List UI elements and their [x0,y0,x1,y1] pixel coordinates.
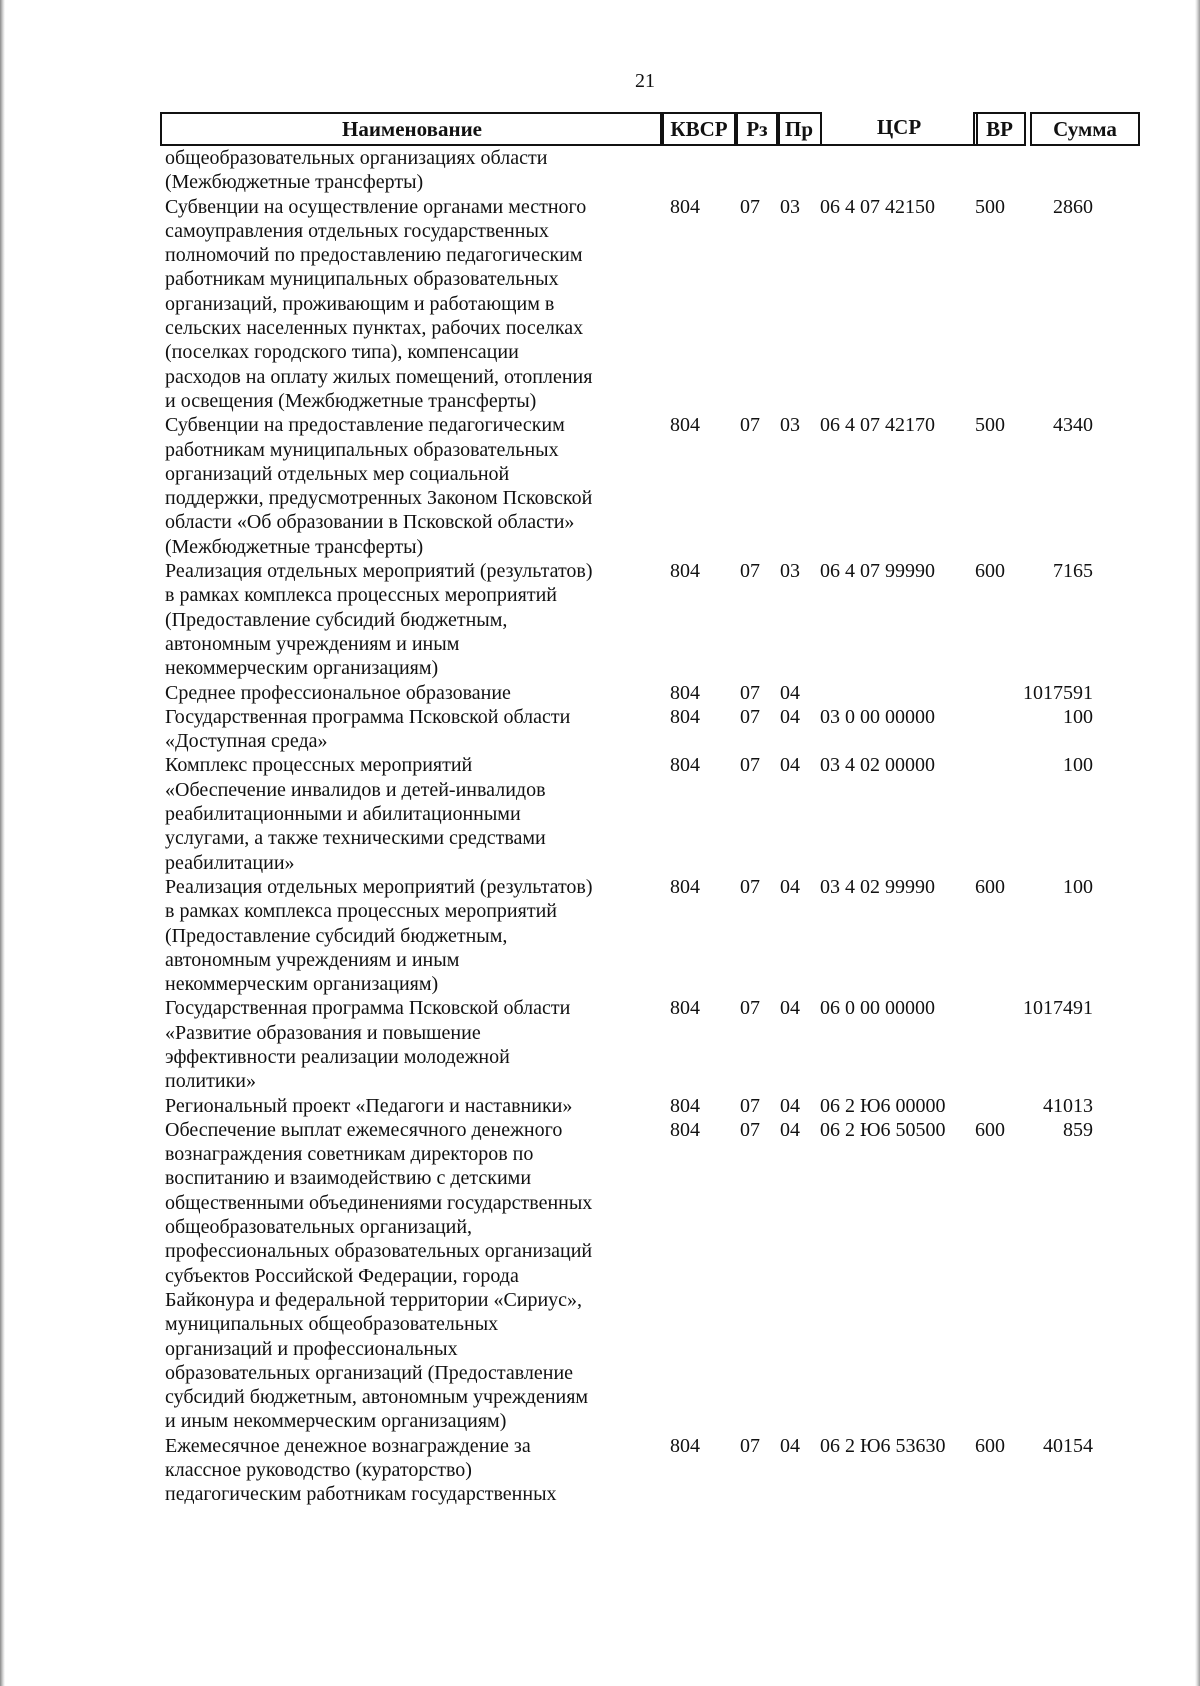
row-pr: 04 [780,997,800,1020]
header-tsr: ЦСР [820,112,978,146]
row-rz: 07 [740,754,760,777]
scan-edge-left [0,0,5,1686]
row-pr: 03 [780,195,800,218]
table-row [165,996,1135,1093]
row-kvsr: 804 [670,1118,700,1141]
row-sum: 41013 [1043,1094,1093,1117]
table-header [160,112,1140,148]
row-name: Субвенции на предоставление педагогическим работникам муниципальных образовательных организаций отдельных мер социальной поддержки, предусмотренных Законом Псковской области «Об образовании в Псковской области» (Межбюджетные трансферты) [165,414,593,558]
row-pr: 04 [780,705,800,728]
row-rz: 07 [740,1094,760,1117]
row-name: Реализация отдельных мероприятий (результатов) в рамках комплекса процессных мероприятий (Предоставление субсидий бюджетным, автономным учреждениям и иным некоммерческим организациям) [165,875,593,996]
row-kvsr: 804 [670,1094,700,1117]
scan-edge-right [1195,0,1200,1686]
header-vr: ВР [973,112,1026,146]
row-pr: 04 [780,1094,800,1117]
row-kvsr: 804 [670,705,700,728]
row-tsr: 06 2 Ю6 50500 [820,1118,946,1141]
row-sum: 1017491 [1023,997,1093,1020]
table-body [165,146,1135,1507]
table-row [165,559,1135,680]
row-rz: 07 [740,681,760,704]
row-kvsr: 804 [670,414,700,437]
table-row [165,681,1135,705]
row-pr: 03 [780,560,800,583]
row-sum: 2860 [1053,195,1093,218]
row-name: Субвенции на осуществление органами местного самоуправления отдельных государственных полномочий по предоставлению педагогическим работникам муниципальных образовательных организаций, проживающим и работающим в сельских населенных пунктах, рабочих поселках (поселках городского типа), компенсации расходов на оплату жилых помещений, отопления и освещения (Межбюджетные трансферты) [165,195,593,412]
row-sum: 100 [1063,754,1093,777]
row-name: Среднее профессиональное образование [165,681,511,704]
row-kvsr: 804 [670,997,700,1020]
row-sum: 40154 [1043,1434,1093,1457]
row-tsr: 03 4 02 00000 [820,754,935,777]
row-tsr: 03 0 00 00000 [820,705,935,728]
row-vr: 500 [975,195,1005,218]
row-tsr: 06 4 07 42150 [820,195,935,218]
header-pr: Пр [776,112,822,146]
table-row [165,1118,1135,1434]
row-name: Региональный проект «Педагоги и наставники» [165,1094,573,1117]
row-sum: 100 [1063,875,1093,898]
row-tsr: 06 0 00 00000 [820,997,935,1020]
table-row [165,413,1135,559]
row-vr: 600 [975,1434,1005,1457]
row-kvsr: 804 [670,754,700,777]
row-tsr: 06 2 Ю6 53630 [820,1434,946,1457]
row-name: Комплекс процессных мероприятий «Обеспечение инвалидов и детей-инвалидов реабилитационными и абилитационными услугами, а также техническими средствами реабилитации» [165,754,546,874]
row-kvsr: 804 [670,681,700,704]
row-rz: 07 [740,705,760,728]
row-vr: 600 [975,875,1005,898]
row-name: общеобразовательных организациях области (Межбюджетные трансферты) [165,147,548,194]
row-rz: 07 [740,1118,760,1141]
header-name: Наименование [160,112,664,146]
table-row [165,875,1135,996]
table-row [165,146,1135,195]
row-name: Ежемесячное денежное вознаграждение за классное руководство (кураторство) педагогическим работникам государственных [165,1434,557,1506]
row-sum: 4340 [1053,414,1093,437]
row-name: Государственная программа Псковской области «Доступная среда» [165,705,571,753]
row-rz: 07 [740,997,760,1020]
row-vr: 600 [975,1118,1005,1141]
row-vr: 500 [975,414,1005,437]
table-row [165,1434,1135,1507]
row-rz: 07 [740,414,760,437]
row-sum: 859 [1063,1118,1093,1141]
row-tsr: 06 4 07 99990 [820,560,935,583]
row-name: Обеспечение выплат ежемесячного денежного вознаграждения советникам директоров по воспитанию и взаимодействию с детскими общественными объединениями государственных общеобразовательных организаций, профессиональных образовательных организаций субъектов Российской Федерации, города Байконура и федеральной территории «Сириус», муниципальных общеобразовательных организаций и профессиональных образовательных организаций (Предоставление субсидий бюджетным, автономным учреждениям и иным некоммерческим организациям) [165,1118,593,1433]
row-sum: 7165 [1053,560,1093,583]
row-sum: 100 [1063,705,1093,728]
table-row [165,1094,1135,1118]
row-pr: 04 [780,1434,800,1457]
row-rz: 07 [740,875,760,898]
row-tsr: 06 2 Ю6 00000 [820,1094,946,1117]
header-kvsr: КВСР [660,112,738,146]
row-kvsr: 804 [670,560,700,583]
row-tsr: 06 4 07 42170 [820,414,935,437]
row-pr: 04 [780,754,800,777]
row-rz: 07 [740,195,760,218]
table-row [165,705,1135,754]
header-sum: Сумма [1030,112,1140,146]
row-pr: 04 [780,681,800,704]
row-pr: 04 [780,875,800,898]
row-vr: 600 [975,560,1005,583]
row-sum: 1017591 [1023,681,1093,704]
row-name: Реализация отдельных мероприятий (результатов) в рамках комплекса процессных мероприятий (Предоставление субсидий бюджетным, автономным учреждениям и иным некоммерческим организациям) [165,560,593,680]
row-kvsr: 804 [670,875,700,898]
table-row [165,195,1135,414]
row-rz: 07 [740,560,760,583]
row-kvsr: 804 [670,195,700,218]
row-tsr: 03 4 02 99990 [820,875,935,898]
header-rz: Рз [734,112,780,146]
page-number: 21 [635,70,655,92]
table-row [165,753,1135,874]
row-pr: 03 [780,414,800,437]
row-name: Государственная программа Псковской области «Развитие образования и повышение эффективности реализации молодежной политики» [165,997,571,1093]
row-pr: 04 [780,1118,800,1141]
row-kvsr: 804 [670,1434,700,1457]
row-rz: 07 [740,1434,760,1457]
